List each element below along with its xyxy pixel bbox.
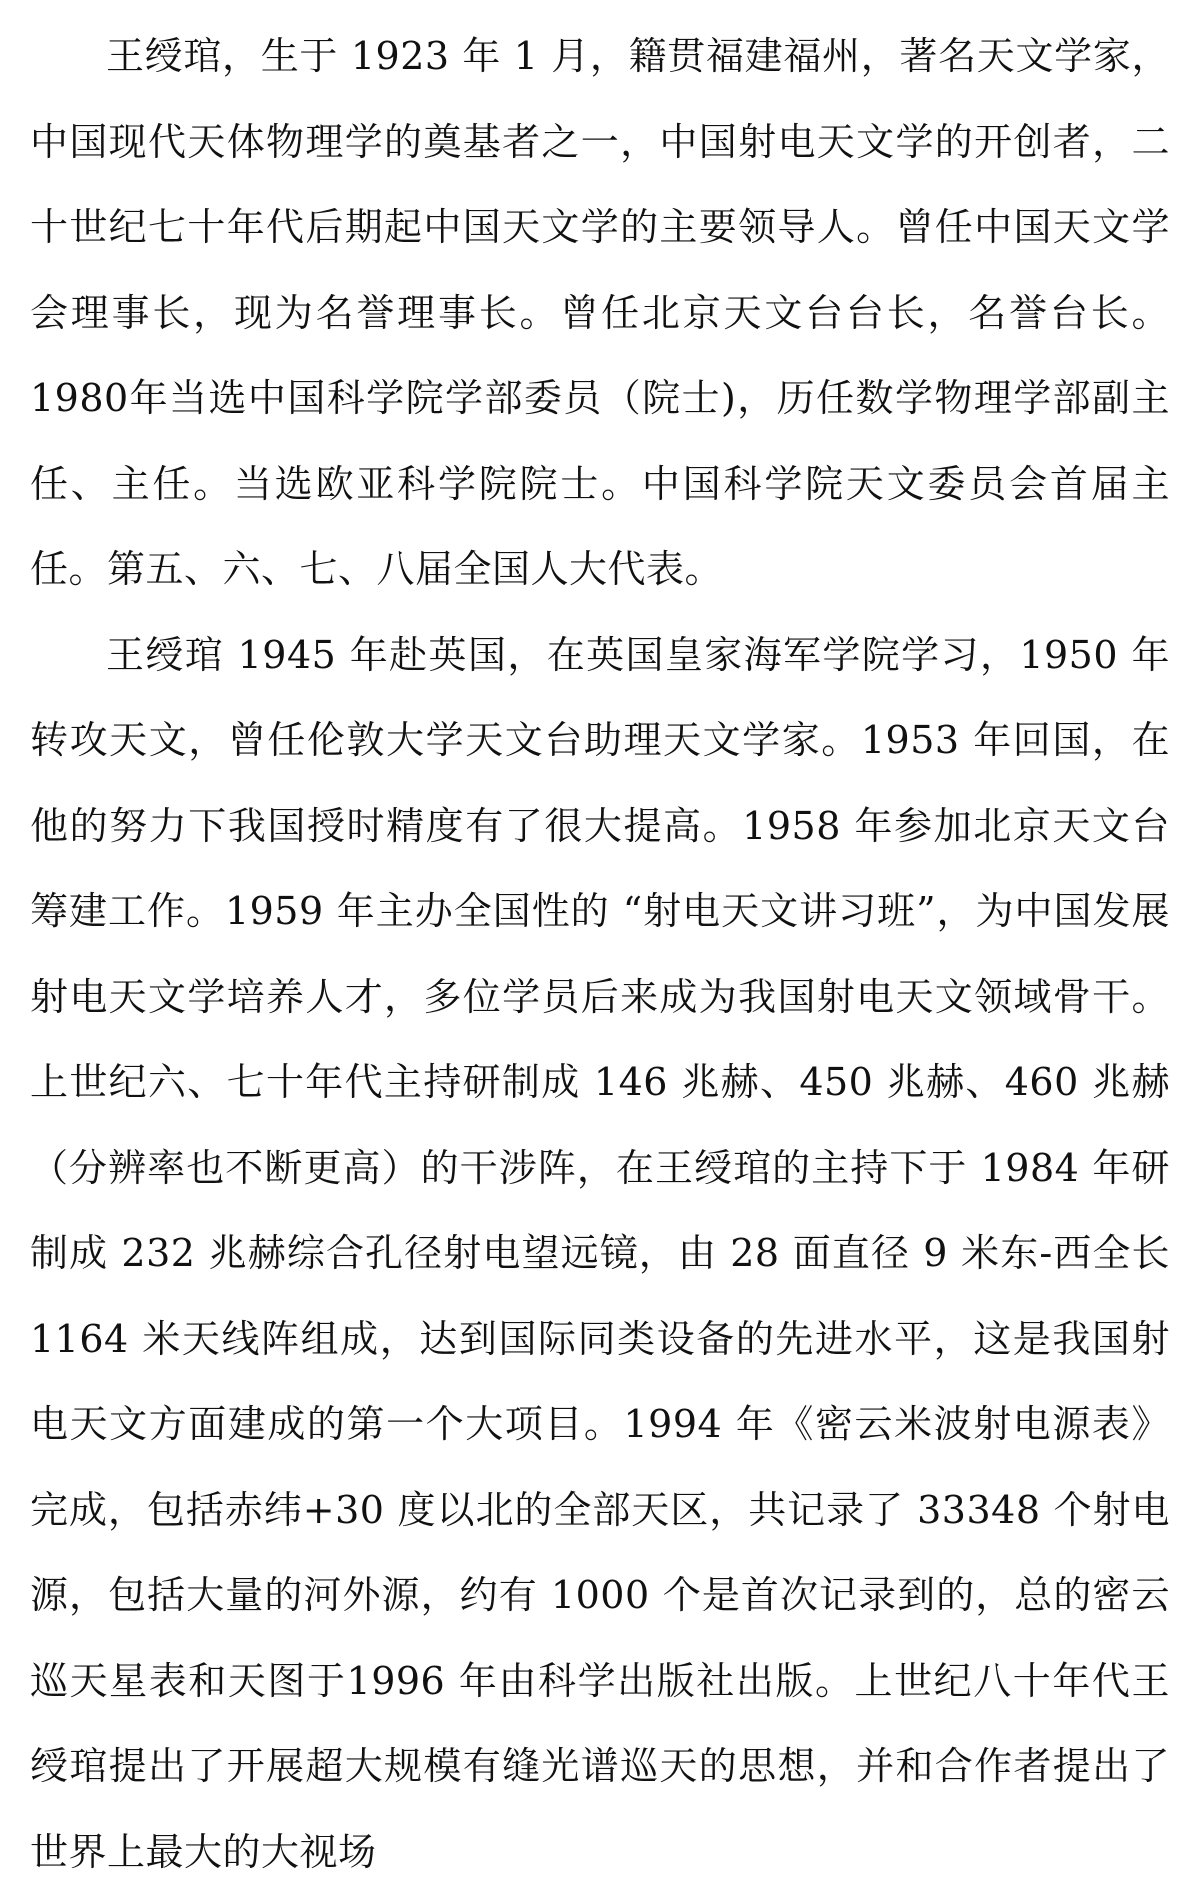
paragraph-biography-intro: 王绶琯，生于 1923 年 1 月，籍贯福建福州，著名天文学家，中国现代天体物理学的奠基者之一，中国射电天文学的开创者，二十世纪七十年代后期起中国天文学的主要领导人。曾任中国天文学会理事长，现为名誉理事长。曾任北京天文台台长，名誉台长。1980年当选中国科学院学部委员（院士)，历任数学物理学部副主任、主任。当选欧亚科学院院士。中国科学院天文委员会首届主任。第五、六、七、八届全国人大代表。 xyxy=(30,14,1170,613)
paragraph-career-history: 王绶琯 1945 年赴英国，在英国皇家海军学院学习，1950 年转攻天文，曾任伦敦大学天文台助理天文学家。1953 年回国，在他的努力下我国授时精度有了很大提高。1958 年参加北京天文台筹建工作。1959 年主办全国性的 “射电天文讲习班”，为中国发展射电天文学培养人才，多位学员后来成为我国射电天文领域骨干。上世纪六、七十年代主持研制成 146 兆赫、450 兆赫、460 兆赫（分辨率也不断更高）的干涉阵，在王绶琯的主持下于 1984 年研制成 232 兆赫综合孔径射电望远镜，由 28 面直径 9 米东-西全长 1164 米天线阵组成，达到国际同类设备的先进水平，这是我国射电天文方面建成的第一个大项目。1994 年《密云米波射电源表》完成，包括赤纬+30 度以北的全部天区，共记录了 33348 个射电源，包括大量的河外源，约有 1000 个是首次记录到的，总的密云巡天星表和天图于1996 年由科学出版社出版。上世纪八十年代王绶琯提出了开展超大规模有缝光谱巡天的思想，并和合作者提出了世界上最大的大视场 xyxy=(30,613,1170,1895)
document-body xyxy=(30,14,1170,1895)
